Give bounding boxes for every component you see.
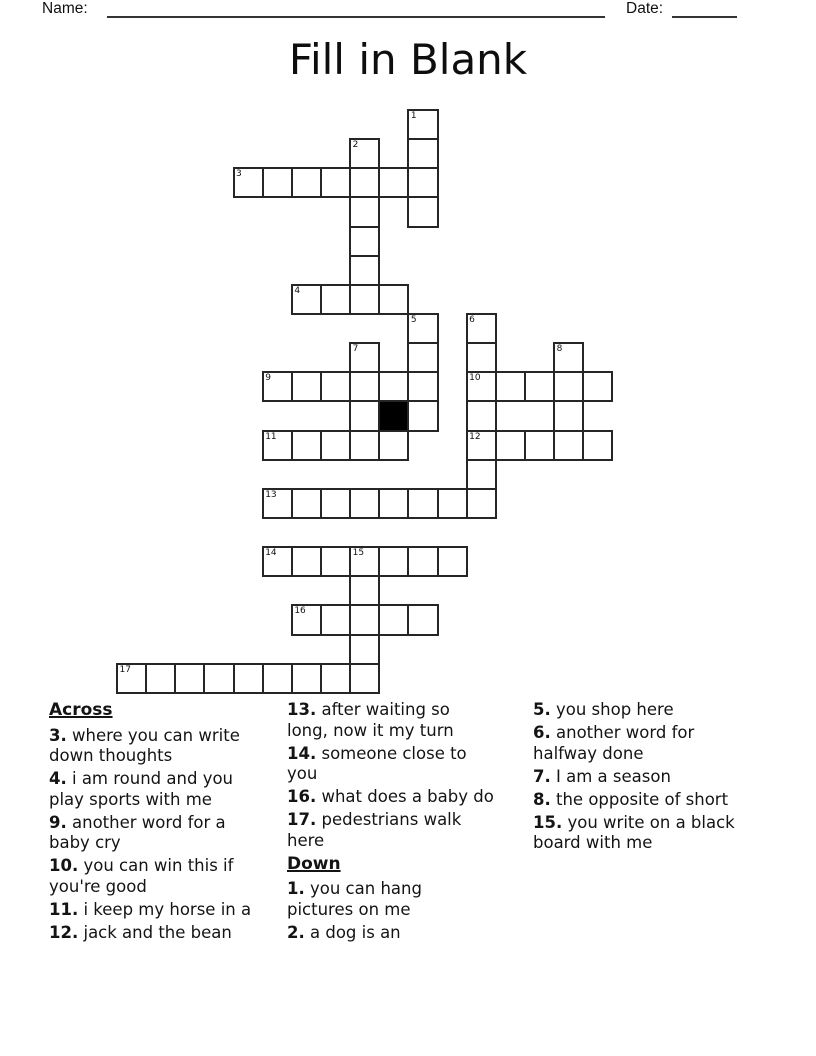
clues-section-header-across: Across [49,700,113,720]
cell-number: 1 [410,111,417,121]
grid-cell[interactable] [291,167,322,198]
grid-cell[interactable] [233,663,264,694]
grid-cell[interactable] [466,400,497,431]
grid-cell[interactable] [407,488,438,519]
clue-number: 12. [49,922,79,942]
grid-cell[interactable] [291,430,322,461]
grid-cell[interactable] [582,430,613,461]
grid-cell[interactable] [553,371,584,402]
clue-item-10: 10. you can win this if you're good [49,856,234,896]
grid-cell[interactable] [349,342,380,373]
clue-number: 15. [533,812,563,832]
grid-cell[interactable] [407,167,438,198]
grid-cell[interactable] [349,226,380,257]
grid-cell-black [378,400,409,431]
cell-number: 5 [410,314,417,325]
clue-item-4: 4. i am round and you play sports with me [49,769,234,809]
clue-item-11: 11. i keep my horse in a [49,899,252,919]
grid-cell[interactable] [291,284,322,315]
grid-cell[interactable] [262,546,293,577]
grid-cell[interactable] [553,342,584,373]
date-label: Date: [626,0,664,17]
grid-cell[interactable] [407,313,438,344]
grid-cell[interactable] [320,488,351,519]
name-label: Name: [42,0,88,17]
clue-number: 11. [49,899,79,919]
clue-item-6: 6. another word for halfway done [533,723,695,763]
cell-number: 11 [265,431,277,442]
grid-cell[interactable] [203,663,234,694]
grid-cell[interactable] [349,255,380,286]
cell-number: 7 [352,344,359,355]
grid-cell[interactable] [378,284,409,315]
cell-number: 6 [469,314,475,325]
grid-cell[interactable] [553,430,584,461]
clue-number: 9. [49,812,67,832]
clue-item-9: 9. another word for a baby cry [49,812,226,852]
grid-cell[interactable] [291,663,322,694]
clue-number: 17. [287,810,317,829]
cell-number: 13 [265,489,277,500]
grid-cell[interactable] [349,196,380,227]
clue-item-12: 12. jack and the bean [49,922,232,942]
grid-cell[interactable] [407,604,438,635]
grid-cell[interactable] [407,196,438,227]
clue-number: 6. [533,723,551,742]
grid-cell[interactable] [233,167,264,198]
grid-cell[interactable] [437,488,468,519]
grid-cell[interactable] [262,371,293,402]
cell-number: 2 [352,140,359,151]
grid-cell[interactable] [320,284,351,315]
grid-cell[interactable] [378,604,409,635]
grid-cell[interactable] [262,167,293,198]
grid-cell[interactable] [349,430,380,461]
cell-number: 12 [469,431,481,442]
clue-item-17: 17. pedestrians walk here [287,810,462,850]
grid-cell[interactable] [349,546,380,577]
grid-cell[interactable] [291,371,322,402]
grid-cell[interactable] [553,400,584,431]
cell-number: 17 [119,664,131,675]
clue-number: 8. [533,789,551,809]
grid-cell[interactable] [407,342,438,373]
clue-item-3: 3. where you can write down thoughts [49,725,240,765]
clue-item-13: 13. after waiting so long, now it my turn [287,700,454,740]
grid-cell[interactable] [378,488,409,519]
clue-number: 5. [533,700,551,719]
grid-cell[interactable] [466,430,497,461]
clues-section-header-down: Down [287,853,341,874]
grid-cell[interactable] [582,371,613,402]
grid-cell[interactable] [466,313,497,344]
grid-cell[interactable] [291,604,322,635]
grid-cell[interactable] [349,575,380,606]
grid-cell[interactable] [466,459,497,490]
grid-cell[interactable] [495,371,526,402]
clue-number: 7. [533,766,551,786]
grid-cell[interactable] [407,400,438,431]
cell-number: 9 [265,373,271,384]
grid-cell[interactable] [320,546,351,577]
grid-cell[interactable] [349,663,380,694]
grid-cell[interactable] [466,371,497,402]
cell-number: 14 [265,548,277,559]
cell-number: 16 [294,606,306,617]
grid-cell[interactable] [291,488,322,519]
grid-cell[interactable] [378,167,409,198]
clue-item-8: 8. the opposite of short [533,789,729,809]
clue-item-14: 14. someone close to you [287,743,467,783]
grid-cell[interactable] [349,284,380,315]
clue-item-15: 15. you write on a black board with me [533,812,735,852]
clue-number: 3. [49,725,67,745]
grid-cell[interactable] [407,138,438,169]
clue-number: 4. [49,769,67,788]
grid-cell[interactable] [407,546,438,577]
grid-cell[interactable] [320,663,351,694]
grid-cell[interactable] [437,546,468,577]
clue-item-1: 1. you can hang pictures on me [287,879,422,919]
cell-number: 15 [352,548,365,559]
clue-item-7: 7. I am a season [533,766,671,786]
grid-cell[interactable] [349,371,380,402]
cell-number: 4 [294,285,301,296]
grid-cell[interactable] [262,663,293,694]
grid-cell[interactable] [466,488,497,519]
grid-cell[interactable] [291,546,322,577]
grid-cell[interactable] [466,342,497,373]
grid-cell[interactable] [524,371,555,402]
grid-cell[interactable] [407,109,438,140]
grid-cell[interactable] [349,400,380,431]
grid-cell[interactable] [407,371,438,402]
clue-item-16: 16. what does a baby do [287,787,494,806]
clue-column-down [533,700,779,856]
grid-cell[interactable] [349,138,380,169]
clue-number: 16. [287,787,317,806]
grid-cell[interactable] [378,371,409,402]
grid-cell[interactable] [174,663,205,694]
clue-number: 14. [287,743,317,763]
clue-item-5: 5. you shop here [533,700,674,719]
grid-cell[interactable] [320,430,351,461]
clue-column-across [49,700,283,946]
grid-cell[interactable] [349,488,380,519]
grid-cell[interactable] [320,167,351,198]
grid-cell[interactable] [495,430,526,461]
grid-cell[interactable] [349,167,380,198]
grid-cell[interactable] [262,488,293,519]
grid-cell[interactable] [378,430,409,461]
clue-item-2: 2. a dog is an [287,922,401,942]
clue-number: 1. [287,879,305,898]
grid-cell[interactable] [320,371,351,402]
grid-cell[interactable] [262,430,293,461]
grid-cell[interactable] [145,663,176,694]
cell-number: 3 [236,169,242,180]
clue-number: 10. [49,856,79,875]
grid-cell[interactable] [524,430,555,461]
cell-number: 10 [469,373,481,384]
grid-cell[interactable] [349,634,380,665]
grid-cell[interactable] [378,546,409,577]
grid-cell[interactable] [320,604,351,635]
grid-cell[interactable] [349,604,380,635]
grid-cell[interactable] [116,663,147,694]
cell-number: 8 [556,344,563,355]
clue-column-middle [287,700,521,946]
page-title: Fill in Blank [288,35,528,84]
clue-number: 2. [287,922,305,942]
clue-number: 13. [287,700,317,719]
